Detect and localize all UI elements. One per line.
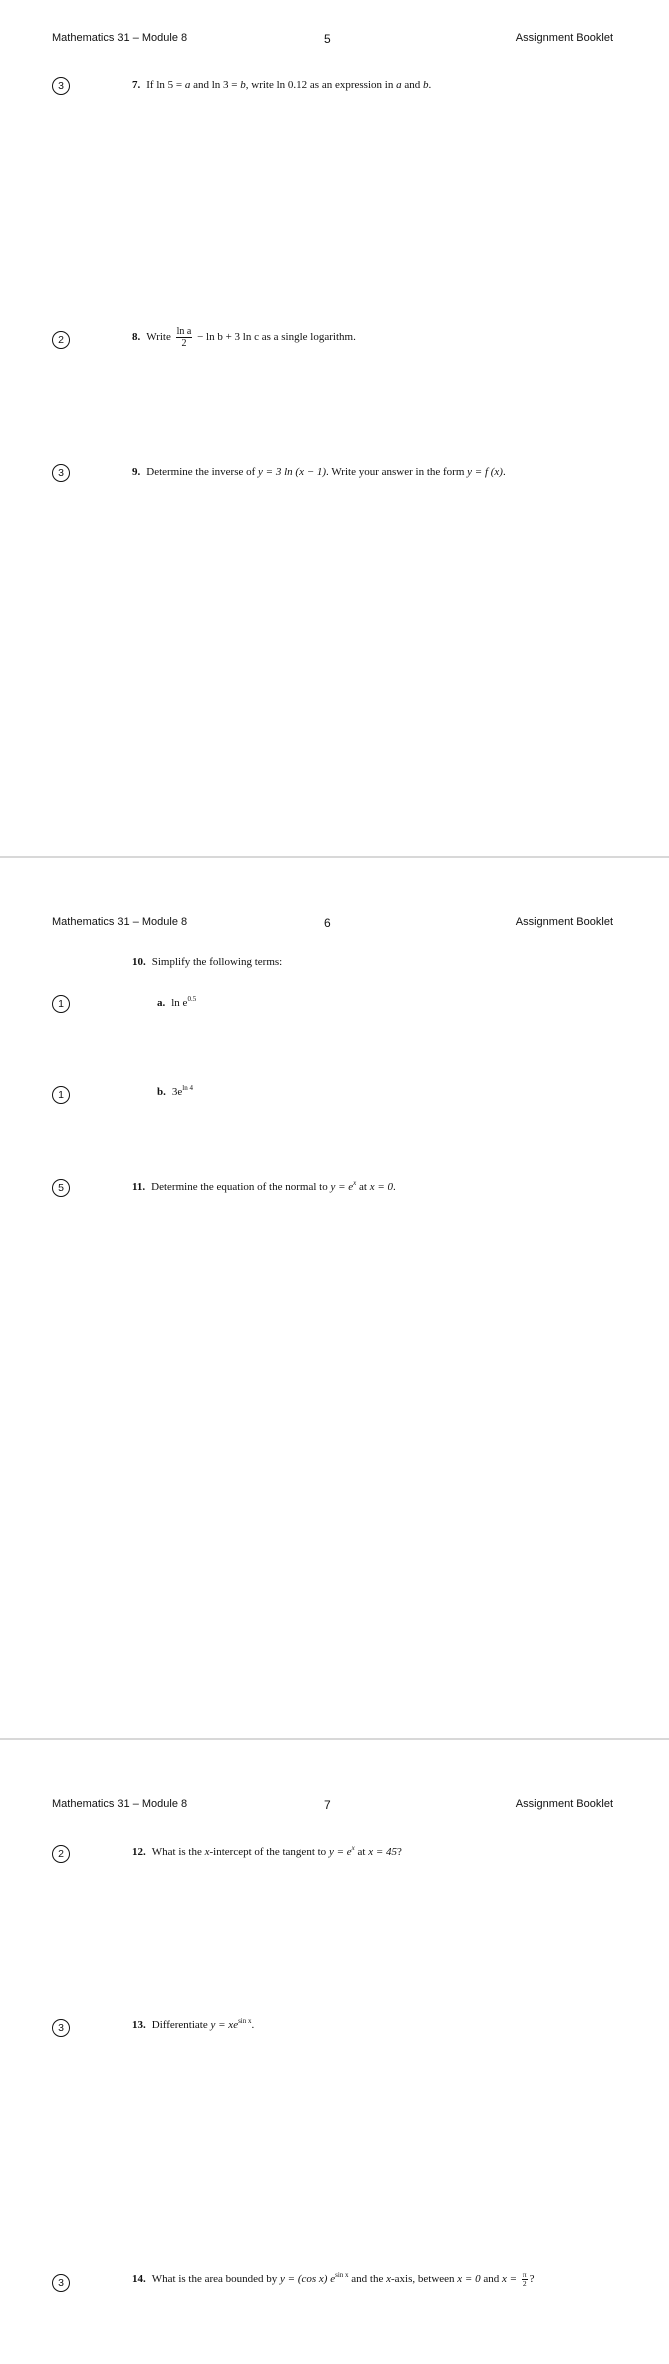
header-page-number: 7: [324, 1798, 331, 1812]
text-fragment: .: [502, 466, 506, 478]
text-fragment: and the: [348, 2273, 387, 2286]
question-text: [157, 1084, 193, 1098]
text-fragment: and: [480, 2273, 502, 2286]
question-number: 14.: [132, 2273, 146, 2286]
text-fragment: ?: [397, 1846, 402, 1858]
text-fragment: and: [401, 79, 423, 91]
header-booklet: Assignment Booklet: [515, 32, 613, 44]
header-course: Mathematics 31 – Module 8: [52, 32, 188, 44]
text-fragment: -axis, between: [391, 2273, 458, 2286]
text-fragment: , write: [245, 79, 277, 91]
math-exponent: x: [353, 1179, 357, 1187]
math-expression: ln 5 =: [156, 79, 185, 91]
page-header: [0, 32, 669, 52]
marks-badge: 1: [52, 995, 70, 1013]
text-fragment: as an expression in: [307, 79, 397, 91]
marks-badge: 2: [52, 1845, 70, 1863]
question-number: 7.: [132, 79, 141, 91]
question-number: 9.: [132, 466, 141, 478]
text-fragment: What is the: [151, 1846, 205, 1858]
page-header: [0, 916, 669, 936]
page-header: [0, 1798, 669, 1818]
math-expression: ln e: [171, 997, 188, 1009]
question-13: [0, 2019, 669, 2043]
marks-badge: 1: [52, 1086, 70, 1104]
header-page-number: 6: [324, 916, 331, 930]
text-fragment: . Write your answer in the form: [326, 466, 468, 478]
math-variable: x: [386, 2273, 391, 2286]
question-text: [132, 1179, 396, 1193]
question-10: [0, 956, 669, 980]
math-expression: y = (cos x) e: [280, 2273, 336, 2286]
fraction-denominator: 2: [522, 2279, 527, 2288]
question-7: [0, 77, 669, 101]
marks-badge: 2: [52, 331, 70, 349]
math-expression: y = e: [328, 1846, 352, 1858]
header-booklet: Assignment Booklet: [515, 1798, 613, 1810]
text-fragment: Simplify the following terms:: [151, 956, 283, 968]
header-page-number: 5: [324, 32, 331, 46]
question-text: [132, 1844, 402, 1858]
math-exponent: sin x: [335, 2271, 349, 2280]
math-expression: x = 0: [369, 1181, 394, 1193]
question-number: 10.: [132, 956, 146, 968]
fraction-numerator: π: [522, 2270, 527, 2279]
text-fragment: as a single logarithm.: [258, 331, 356, 344]
math-expression: − ln b + 3 ln c: [194, 331, 259, 344]
math-expression: y = f (x): [467, 466, 503, 478]
text-fragment: Determine the equation of the normal to: [151, 1181, 331, 1193]
page-5: [0, 0, 669, 856]
question-9: [0, 464, 669, 488]
math-expression: y = 3 ln (x − 1): [258, 466, 327, 478]
text-fragment: .: [393, 1181, 396, 1193]
question-number: 13.: [132, 2019, 146, 2031]
question-8: [0, 326, 669, 355]
marks-badge: 5: [52, 1179, 70, 1197]
marks-badge: 3: [52, 2274, 70, 2292]
question-number: 12.: [132, 1846, 146, 1858]
question-text: [132, 79, 431, 91]
text-fragment: What is the area bounded by: [151, 2273, 281, 2286]
fraction: [522, 2271, 528, 2288]
text-fragment: at: [354, 1846, 369, 1858]
math-expression: ln 0.12: [276, 79, 308, 91]
math-variable: x: [204, 1846, 210, 1858]
question-14: [0, 2270, 669, 2298]
question-number: 8.: [132, 331, 141, 344]
math-expression: y = e: [330, 1181, 354, 1193]
text-fragment: Differentiate: [151, 2019, 211, 2031]
math-variable: b: [240, 79, 246, 91]
text-fragment: and: [190, 79, 212, 91]
question-text: [132, 956, 282, 968]
fraction: [176, 326, 193, 349]
text-fragment: .: [251, 2019, 255, 2031]
question-label: b.: [157, 1086, 166, 1098]
math-expression: x = 0: [457, 2273, 481, 2286]
math-exponent: x: [351, 1844, 355, 1852]
marks-badge: 3: [52, 77, 70, 95]
math-variable: a: [396, 79, 402, 91]
math-expression: x = 45: [368, 1846, 397, 1858]
question-text: [132, 326, 356, 349]
math-variable: a: [184, 79, 191, 91]
question-text: [132, 2271, 534, 2288]
page-7: [0, 1740, 669, 2364]
text-fragment: Determine the inverse of: [146, 466, 259, 478]
header-booklet: Assignment Booklet: [515, 916, 613, 928]
fraction-denominator: 2: [181, 338, 187, 349]
question-text: [132, 2017, 254, 2031]
text-fragment: If: [146, 79, 157, 91]
math-exponent: ln 4: [182, 1084, 193, 1092]
text-fragment: Write: [146, 331, 174, 344]
question-text: [132, 466, 506, 478]
question-12: [0, 1845, 669, 1869]
question-10b: [0, 1086, 669, 1110]
question-number: 11.: [132, 1181, 146, 1193]
question-11: [0, 1179, 669, 1203]
marks-badge: 3: [52, 2019, 70, 2037]
header-course: Mathematics 31 – Module 8: [52, 916, 188, 928]
text-fragment: at: [356, 1181, 370, 1193]
math-variable: b: [422, 79, 429, 91]
math-expression: ln 3 =: [211, 79, 241, 91]
text-fragment: ?: [529, 2273, 535, 2286]
math-expression: y = xe: [210, 2019, 239, 2031]
page-6: [0, 858, 669, 1738]
text-fragment: .: [428, 79, 432, 91]
question-text: [157, 995, 196, 1009]
question-10a: [0, 995, 669, 1019]
text-fragment: -intercept of the tangent to: [209, 1846, 329, 1858]
math-expression: 3e: [171, 1086, 183, 1098]
fraction-numerator: ln a: [176, 326, 192, 337]
question-label: a.: [157, 997, 166, 1009]
math-exponent: sin x: [238, 2017, 252, 2025]
header-course: Mathematics 31 – Module 8: [52, 1798, 188, 1810]
math-expression: x =: [501, 2273, 520, 2286]
math-exponent: 0.5: [187, 995, 197, 1003]
marks-badge: 3: [52, 464, 70, 482]
